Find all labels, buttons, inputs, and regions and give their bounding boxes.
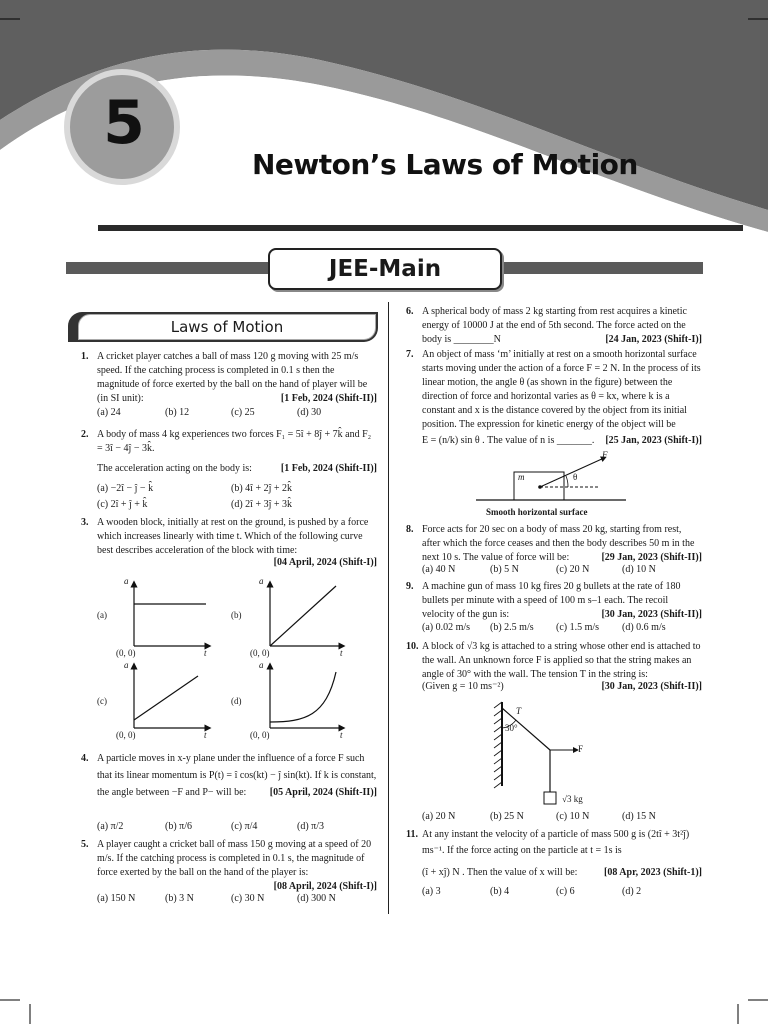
- question-2: 2. A body of mass 4 kg experiences two forces F₁ = 5î + 8ĵ + 7k̂ and F₂ = 3î − 4ĵ − 3k̂.: [81, 429, 372, 454]
- question-10-given: (Given g = 10 ms⁻²) [30 Jan, 2023 (Shift-II)]: [422, 681, 702, 692]
- crop-marks: [0, 990, 768, 1024]
- section-header: [68, 312, 378, 342]
- question-6: 6. A spherical body of mass 2 kg starting from rest acquires a kinetic energy of 10000 J at the end of 5th second. The force acted on the body is ________N [24 Jan, 2023 (Shift-I)]: [406, 306, 702, 345]
- question-11-part2: (î + xĵ) N . Then the value of x will be: [08 Apr, 2023 (Shift-1)]: [422, 867, 702, 878]
- question-3: 3. A wooden block, initially at rest on the ground, is pushed by a force which increases linearly with time t. Which of the following curve best describes acceleration of the block with time:: [81, 517, 369, 556]
- question-7-expression: E = (n/k) sin θ . The value of n is _______. [25 Jan, 2023 (Shift-I)]: [422, 435, 702, 446]
- question-11: 11. At any instant the velocity of a particle of mass 500 g is (2tî + 3t²ĵ) ms⁻¹. If the force acting on the particle at t = 1s is: [406, 829, 690, 856]
- question-1: 1. A cricket player catches a ball of mass 120 g moving with 25 m/s speed. If the catching process is completed in 0.1 s then the magnitude of force exerted by the ball on the hand of player will be (in SI unit): [1 Feb, 2024 (Shift-II)]: [81, 351, 377, 404]
- question-8: 8. Force acts for 20 sec on a body of mass 20 kg, starting from rest, after which the force ceases and then the body describes 50 m in the next 10 s. The value of force will be: [29 Jan, 2023 (Shift-II)]: [406, 524, 702, 563]
- question-2-prompt: The acceleration acting on the body is: [1 Feb, 2024 (Shift-II)]: [97, 463, 377, 474]
- section-title: Laws of Motion: [78, 314, 376, 340]
- question-10: 10. A block of √3 kg is attached to a string whose other end is attached to the wall. An unknown force F is applied so that the string makes an angle of 30° with the wall. The tension T in the string is:: [406, 641, 701, 680]
- column-divider: [388, 302, 389, 914]
- question-4: 4. A particle moves in x-y plane under the influence of a force F such that its linear momentum is P(t) = î cos(kt) − ĵ sin(kt). If k is constant, the angle between −F and P− will be: [05 April, 2024 (Shift-II)]: [81, 753, 377, 798]
- exam-banner: JEE-Main: [268, 248, 502, 290]
- q7-caption: Smooth horizontal surface: [486, 507, 588, 517]
- question-5: 5. A player caught a cricket ball of mass 150 g moving at a speed of 20 m/s. If the catching process is completed in 0.1 s, the magnitude of force exerted by the ball on the hand of the player is: [08 April, 2024 (Shift-I)]: [81, 839, 377, 892]
- q3-graphs: [90, 572, 370, 748]
- question-7: 7. An object of mass ‘m’ initially at rest on a smooth horizontal surface starts moving under the action of a force F = 2 N. In the process of its linear motion, the angle θ (as shown in the figure) between the direction of force and horizontal varies as θ = kx, where k is a constant and x is the distance covered by the object from its initial position. The expression for kinetic energy of the object will be: [406, 349, 701, 430]
- question-3-source: [04 April, 2024 (Shift-I)]: [273, 557, 377, 568]
- q10-figure: [490, 700, 610, 808]
- question-9: 9. A machine gun of mass 10 kg fires 20 g bullets at the rate of 180 bullets per minute with a speed of 100 m s–1 each. The recoil velocity of the gun is: [30 Jan, 2023 (Shift-II)]: [406, 581, 702, 620]
- chapter-title: Newton’s Laws of Motion: [252, 148, 638, 181]
- chapter-number: 5: [103, 88, 145, 158]
